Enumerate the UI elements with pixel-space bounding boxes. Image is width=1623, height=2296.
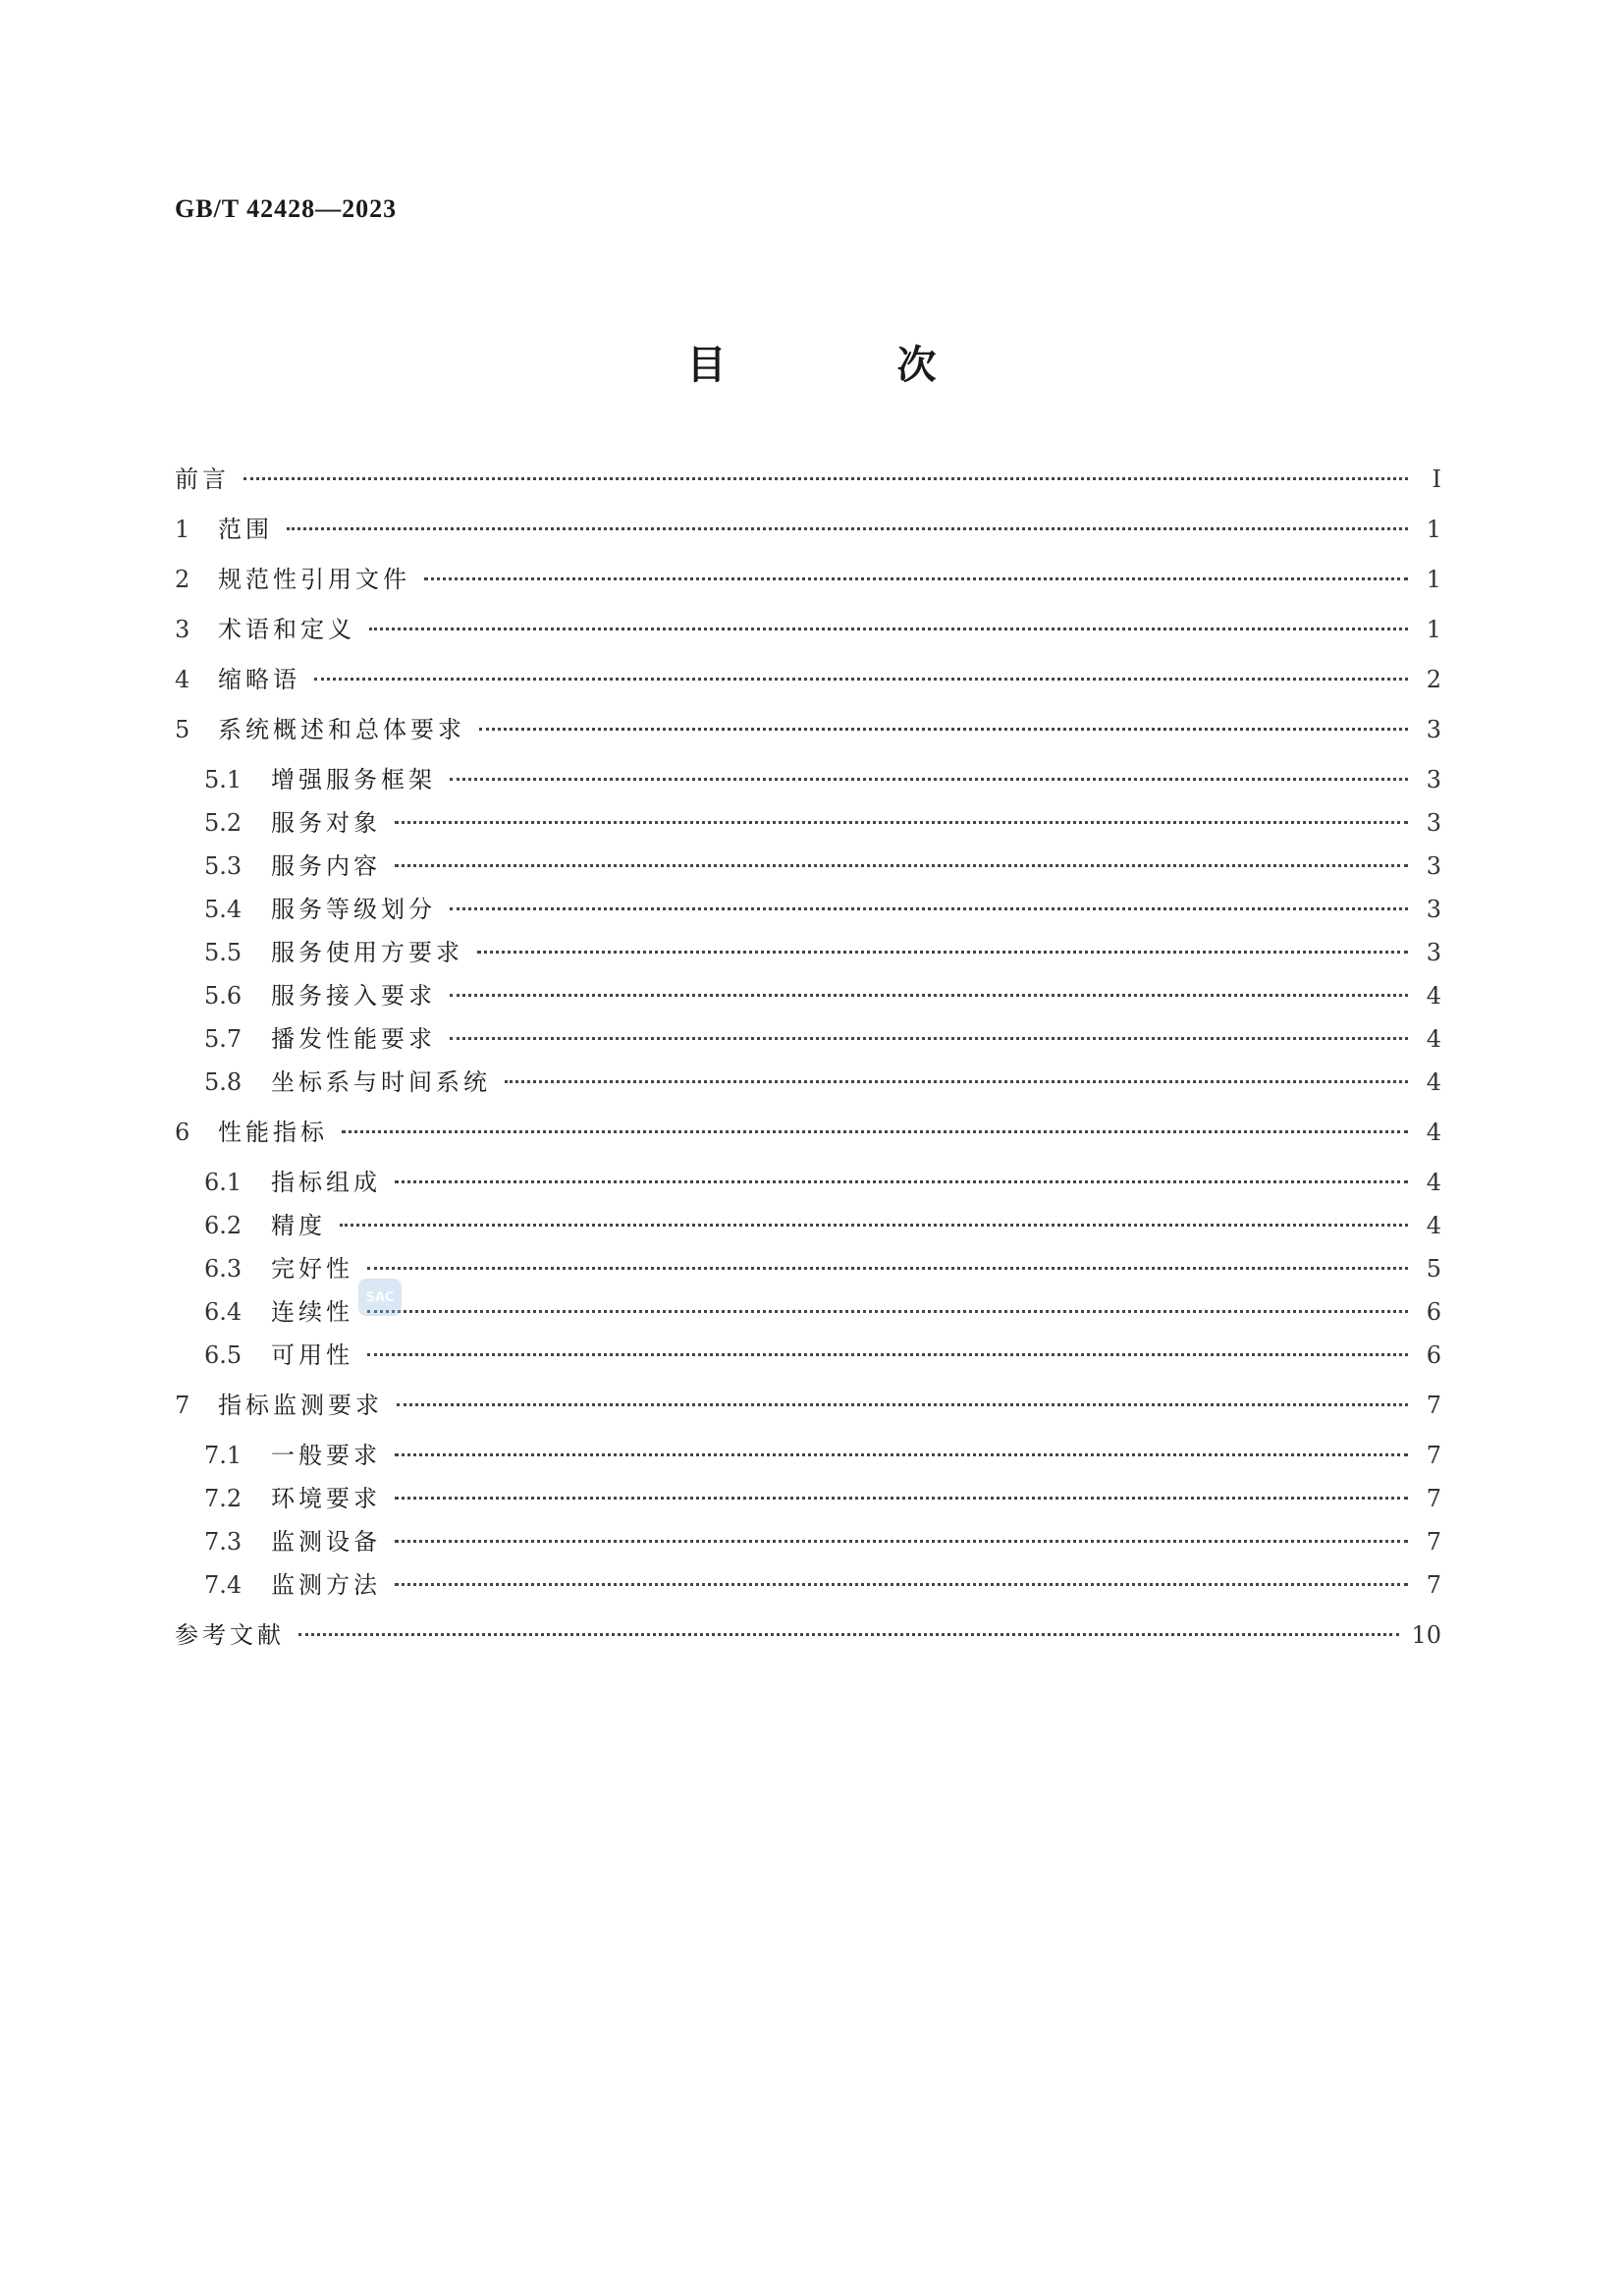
- dot-leader: [243, 477, 1408, 480]
- toc-entry-number: 6: [175, 1119, 190, 1146]
- toc-entry-label: 指标组成: [271, 1169, 381, 1196]
- toc-entry-page-number: 4: [1426, 982, 1441, 1010]
- toc-entry-label: 可用性: [271, 1341, 353, 1369]
- toc-entry[interactable]: [175, 615, 1441, 665]
- dot-leader: [367, 1267, 1408, 1270]
- toc-title: 目 次: [686, 343, 1015, 388]
- toc-entry-page-number: 6: [1426, 1298, 1441, 1326]
- dot-leader: [395, 1540, 1408, 1543]
- toc-entry-number: 5.4: [204, 896, 243, 923]
- toc-entry-page-number: 1: [1426, 516, 1441, 543]
- toc-entry-number: 6.1: [204, 1169, 243, 1196]
- toc-entry-label: 服务对象: [271, 809, 381, 837]
- dot-leader: [298, 1633, 1399, 1636]
- toc-entry[interactable]: [175, 851, 1441, 895]
- toc-entry[interactable]: [175, 465, 1441, 515]
- toc-entry-label: 参考文献: [175, 1621, 285, 1649]
- toc-entry-page-number: 7: [1426, 1571, 1441, 1599]
- dot-leader: [424, 577, 1408, 580]
- dot-leader: [395, 1583, 1408, 1586]
- toc-entry-number: 5.1: [204, 766, 243, 793]
- dot-leader: [450, 778, 1408, 781]
- toc-entry-number: 5.5: [204, 939, 243, 966]
- toc-entry[interactable]: [175, 1527, 1441, 1570]
- toc-entry-page-number: 10: [1411, 1621, 1441, 1649]
- toc-entry-page-number: 4: [1426, 1212, 1441, 1239]
- toc-entry-label: 服务接入要求: [271, 982, 436, 1010]
- toc-entry[interactable]: [175, 515, 1441, 565]
- dot-leader: [342, 1130, 1408, 1133]
- toc-entry-page-number: 4: [1426, 1119, 1441, 1146]
- toc-entry-label: 缩略语: [218, 666, 300, 693]
- dot-leader: [314, 678, 1408, 681]
- toc-entry-page-number: 3: [1426, 809, 1441, 837]
- toc-entry-page-number: 7: [1426, 1392, 1441, 1419]
- toc-entry-label: 服务内容: [271, 852, 381, 880]
- toc-entry-page-number: 5: [1426, 1255, 1441, 1283]
- toc-entry-label: 增强服务框架: [271, 766, 436, 793]
- toc-entry-number: 5.7: [204, 1025, 243, 1053]
- dot-leader: [450, 907, 1408, 910]
- dot-leader: [367, 1310, 1408, 1313]
- dot-leader: [450, 1037, 1408, 1040]
- toc-entry-page-number: 2: [1426, 666, 1441, 693]
- toc-entry[interactable]: [175, 1067, 1441, 1118]
- toc-entry-number: 6.2: [204, 1212, 243, 1239]
- dot-leader: [395, 1497, 1408, 1500]
- toc-entry-label: 精度: [271, 1212, 326, 1239]
- toc-entry-label: 性能指标: [218, 1119, 328, 1146]
- toc-entry-label: 监测方法: [271, 1571, 381, 1599]
- toc-entry-label: 连续性: [271, 1298, 353, 1326]
- toc-entry-number: 1: [175, 516, 190, 543]
- toc-entry[interactable]: [175, 808, 1441, 851]
- toc-entry-number: 5.6: [204, 982, 243, 1010]
- toc-entry-number: 7.1: [204, 1442, 243, 1469]
- toc-entry[interactable]: [175, 1211, 1441, 1254]
- toc-entry-page-number: 4: [1426, 1068, 1441, 1096]
- toc-entry-page-number: 7: [1426, 1528, 1441, 1556]
- toc-entry-page-number: 3: [1426, 852, 1441, 880]
- toc-entry[interactable]: [175, 1620, 1441, 1670]
- dot-leader: [395, 1180, 1408, 1183]
- toc-entry-page-number: Ⅰ: [1432, 465, 1441, 493]
- dot-leader: [287, 527, 1408, 530]
- toc-entry-label: 播发性能要求: [271, 1025, 436, 1053]
- dot-leader: [369, 628, 1408, 630]
- toc-entry-number: 7.4: [204, 1571, 243, 1599]
- toc-entry-label: 术语和定义: [218, 616, 355, 643]
- toc-entry[interactable]: [175, 981, 1441, 1024]
- toc-entry-page-number: 4: [1426, 1169, 1441, 1196]
- toc-entry-number: 5.8: [204, 1068, 243, 1096]
- toc-entry-page-number: 7: [1426, 1442, 1441, 1469]
- toc-entry-number: 6.4: [204, 1298, 243, 1326]
- toc-entry[interactable]: [175, 1340, 1441, 1391]
- toc-entry[interactable]: [175, 1118, 1441, 1168]
- toc-entry-label: 环境要求: [271, 1485, 381, 1512]
- toc-entry[interactable]: [175, 565, 1441, 615]
- dot-leader: [397, 1403, 1408, 1406]
- toc-entry-number: 5.3: [204, 852, 243, 880]
- dot-leader: [477, 951, 1408, 954]
- toc-entry-number: 5.2: [204, 809, 243, 837]
- toc-entry[interactable]: [175, 1441, 1441, 1484]
- toc-entry-page-number: 6: [1426, 1341, 1441, 1369]
- toc-entry-page-number: 1: [1426, 616, 1441, 643]
- toc-entry-page-number: 3: [1426, 716, 1441, 743]
- toc-entry-page-number: 4: [1426, 1025, 1441, 1053]
- toc-entry-label: 范围: [218, 516, 273, 543]
- toc-entry[interactable]: [175, 1570, 1441, 1620]
- dot-leader: [505, 1080, 1408, 1083]
- toc-entry-page-number: 3: [1426, 766, 1441, 793]
- toc-entry-page-number: 7: [1426, 1485, 1441, 1512]
- toc-entry[interactable]: [175, 715, 1441, 765]
- table-of-contents: [175, 465, 1441, 1670]
- toc-entry-page-number: 1: [1426, 566, 1441, 593]
- dot-leader: [450, 994, 1408, 997]
- toc-entry-label: 系统概述和总体要求: [218, 716, 465, 743]
- toc-entry-number: 3: [175, 616, 190, 643]
- toc-entry[interactable]: [175, 665, 1441, 715]
- toc-entry-number: 2: [175, 566, 190, 593]
- toc-entry[interactable]: [175, 938, 1441, 981]
- dot-leader: [479, 728, 1408, 731]
- toc-entry-page-number: 3: [1426, 939, 1441, 966]
- toc-entry-label: 前言: [175, 465, 230, 493]
- toc-entry-number: 5: [175, 716, 190, 743]
- toc-entry-label: 服务等级划分: [271, 896, 436, 923]
- toc-entry-label: 服务使用方要求: [271, 939, 463, 966]
- toc-entry[interactable]: [175, 765, 1441, 808]
- dot-leader: [367, 1353, 1408, 1356]
- standard-number: GB/T 42428—2023: [175, 194, 398, 223]
- dot-leader: [395, 821, 1408, 824]
- toc-entry[interactable]: [175, 1391, 1441, 1441]
- toc-entry-label: 坐标系与时间系统: [271, 1068, 491, 1096]
- toc-entry-label: 完好性: [271, 1255, 353, 1283]
- toc-entry-label: 规范性引用文件: [218, 566, 410, 593]
- toc-entry-number: 4: [175, 666, 190, 693]
- toc-entry[interactable]: [175, 1484, 1441, 1527]
- toc-entry[interactable]: [175, 1168, 1441, 1211]
- toc-entry-number: 7.2: [204, 1485, 243, 1512]
- toc-entry-number: 7: [175, 1392, 190, 1419]
- toc-entry-label: 一般要求: [271, 1442, 381, 1469]
- sac-watermark-logo: SAC: [358, 1279, 402, 1316]
- toc-entry-number: 6.5: [204, 1341, 243, 1369]
- toc-entry-page-number: 3: [1426, 896, 1441, 923]
- toc-entry-number: 6.3: [204, 1255, 243, 1283]
- dot-leader: [340, 1224, 1408, 1227]
- toc-entry-label: 监测设备: [271, 1528, 381, 1556]
- toc-entry-label: 指标监测要求: [218, 1392, 383, 1419]
- toc-entry[interactable]: [175, 1024, 1441, 1067]
- toc-entry[interactable]: [175, 895, 1441, 938]
- dot-leader: [395, 1453, 1408, 1456]
- dot-leader: [395, 864, 1408, 867]
- toc-entry-number: 7.3: [204, 1528, 243, 1556]
